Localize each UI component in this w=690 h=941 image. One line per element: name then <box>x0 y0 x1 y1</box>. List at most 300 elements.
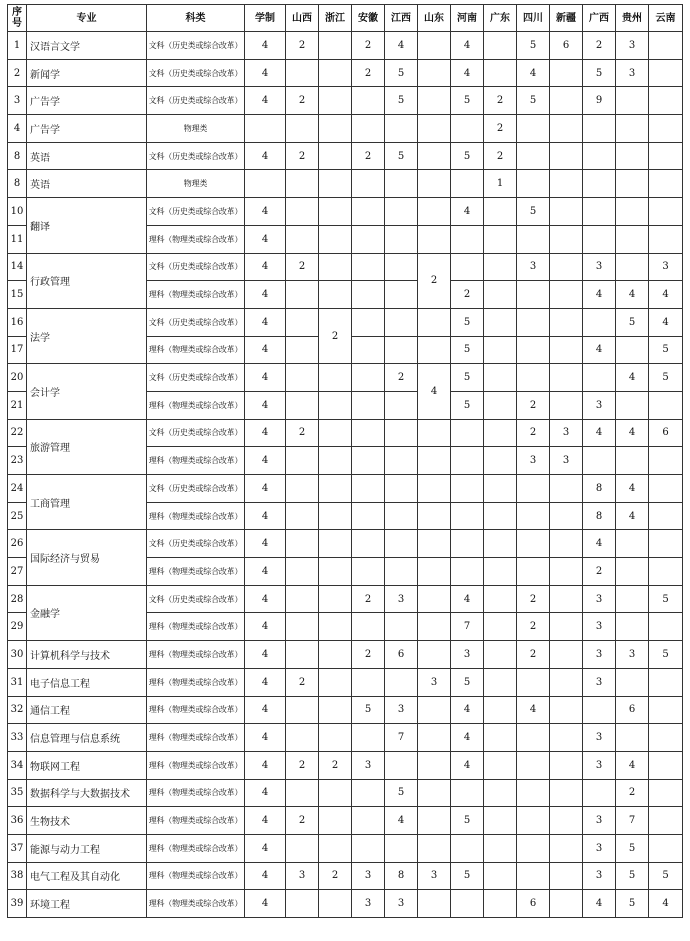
major-name: 数据科学与大数据技术 <box>27 779 147 807</box>
province-quota-cell: 4 <box>583 419 616 447</box>
province-quota-cell: 4 <box>451 696 484 724</box>
duration-cell: 4 <box>245 668 286 696</box>
province-quota-cell: 3 <box>385 696 418 724</box>
province-quota-cell <box>418 834 451 862</box>
duration-cell: 4 <box>245 308 286 336</box>
province-quota-cell <box>484 724 517 752</box>
province-quota-cell: 2 <box>517 419 550 447</box>
province-quota-cell <box>418 198 451 226</box>
category: 文科（历史类或综合改革） <box>147 87 245 115</box>
province-quota-cell <box>352 558 385 586</box>
province-quota-cell: 3 <box>517 253 550 281</box>
table-row <box>8 696 683 724</box>
row-index: 10 <box>8 198 27 226</box>
province-quota-cell <box>352 253 385 281</box>
province-quota-cell <box>352 281 385 309</box>
province-quota-cell: 4 <box>517 59 550 87</box>
province-quota-cell <box>352 807 385 835</box>
header-cell: 安徽 <box>352 5 385 32</box>
province-quota-cell <box>385 170 418 198</box>
province-quota-cell <box>352 170 385 198</box>
category: 文科（历史类或综合改革） <box>147 198 245 226</box>
province-quota-cell <box>451 502 484 530</box>
province-quota-cell <box>484 59 517 87</box>
table-row <box>8 475 683 503</box>
duration-cell: 4 <box>245 391 286 419</box>
province-quota-cell: 7 <box>385 724 418 752</box>
province-quota-cell: 4 <box>583 890 616 918</box>
province-quota-cell <box>550 530 583 558</box>
major-name: 翻译 <box>27 198 147 253</box>
province-quota-cell: 3 <box>385 585 418 613</box>
province-quota-cell <box>319 225 352 253</box>
province-quota-cell <box>583 115 616 143</box>
province-quota-cell <box>385 475 418 503</box>
major-name: 生物技术 <box>27 807 147 835</box>
major-name: 通信工程 <box>27 696 147 724</box>
province-quota-cell <box>649 59 683 87</box>
province-quota-cell: 4 <box>583 281 616 309</box>
row-index: 36 <box>8 807 27 835</box>
province-quota-cell: 5 <box>616 890 649 918</box>
province-quota-cell <box>451 530 484 558</box>
province-quota-cell <box>286 475 319 503</box>
province-quota-cell <box>583 198 616 226</box>
province-quota-cell: 7 <box>616 807 649 835</box>
province-quota-cell: 4 <box>583 336 616 364</box>
enrollment-plan-table <box>7 4 683 918</box>
province-quota-cell: 1 <box>484 170 517 198</box>
province-quota-cell: 5 <box>385 59 418 87</box>
province-quota-cell: 3 <box>616 59 649 87</box>
province-quota-cell <box>517 807 550 835</box>
table-row <box>8 419 683 447</box>
province-quota-cell: 8 <box>583 475 616 503</box>
table-row <box>8 834 683 862</box>
table-row <box>8 751 683 779</box>
province-quota-cell: 2 <box>352 32 385 60</box>
province-quota-cell <box>319 834 352 862</box>
category: 理科（物理类或综合改革） <box>147 336 245 364</box>
category: 理科（物理类或综合改革） <box>147 447 245 475</box>
province-quota-cell <box>286 696 319 724</box>
province-quota-cell <box>319 696 352 724</box>
province-quota-cell <box>550 668 583 696</box>
province-quota-cell: 2 <box>352 142 385 170</box>
province-quota-cell: 4 <box>451 751 484 779</box>
province-quota-cell <box>517 225 550 253</box>
province-quota-cell: 3 <box>583 834 616 862</box>
province-quota-cell: 2 <box>352 641 385 669</box>
row-index: 17 <box>8 336 27 364</box>
province-quota-cell <box>418 779 451 807</box>
major-name: 电子信息工程 <box>27 668 147 696</box>
province-quota-cell <box>286 115 319 143</box>
province-quota-cell: 5 <box>451 87 484 115</box>
province-quota-cell <box>484 475 517 503</box>
category: 文科（历史类或综合改革） <box>147 142 245 170</box>
province-quota-cell <box>352 779 385 807</box>
province-quota-cell <box>484 668 517 696</box>
province-quota-cell: 5 <box>451 142 484 170</box>
header-cell: 河南 <box>451 5 484 32</box>
province-quota-cell <box>517 724 550 752</box>
province-quota-cell <box>352 530 385 558</box>
province-quota-cell: 4 <box>583 530 616 558</box>
province-quota-cell: 4 <box>385 807 418 835</box>
province-quota-cell: 3 <box>583 751 616 779</box>
province-quota-cell: 6 <box>616 696 649 724</box>
province-quota-cell: 2 <box>418 253 451 308</box>
province-quota-cell <box>550 198 583 226</box>
province-quota-cell <box>286 530 319 558</box>
province-quota-cell: 4 <box>451 32 484 60</box>
major-name: 汉语言文学 <box>27 32 147 60</box>
header-cell: 新疆 <box>550 5 583 32</box>
province-quota-cell: 3 <box>418 668 451 696</box>
major-name: 广告学 <box>27 115 147 143</box>
province-quota-cell <box>418 724 451 752</box>
province-quota-cell <box>550 87 583 115</box>
province-quota-cell <box>385 751 418 779</box>
province-quota-cell: 4 <box>451 724 484 752</box>
province-quota-cell <box>583 225 616 253</box>
province-quota-cell <box>583 779 616 807</box>
major-name: 英语 <box>27 170 147 198</box>
row-index: 28 <box>8 585 27 613</box>
province-quota-cell: 4 <box>616 751 649 779</box>
duration-cell: 4 <box>245 890 286 918</box>
province-quota-cell <box>616 170 649 198</box>
province-quota-cell: 2 <box>484 115 517 143</box>
table-row <box>8 862 683 890</box>
province-quota-cell: 6 <box>385 641 418 669</box>
category: 物理类 <box>147 115 245 143</box>
table-row <box>8 724 683 752</box>
province-quota-cell: 3 <box>616 32 649 60</box>
province-quota-cell <box>649 142 683 170</box>
province-quota-cell <box>385 308 418 336</box>
province-quota-cell: 2 <box>517 613 550 641</box>
row-index: 22 <box>8 419 27 447</box>
category: 文科（历史类或综合改革） <box>147 59 245 87</box>
province-quota-cell <box>484 447 517 475</box>
province-quota-cell: 4 <box>616 475 649 503</box>
major-name: 信息管理与信息系统 <box>27 724 147 752</box>
province-quota-cell <box>286 198 319 226</box>
row-index: 37 <box>8 834 27 862</box>
province-quota-cell: 3 <box>352 890 385 918</box>
table-row <box>8 142 683 170</box>
row-index: 38 <box>8 862 27 890</box>
table-row <box>8 253 683 281</box>
header-cell: 云南 <box>649 5 683 32</box>
province-quota-cell <box>550 696 583 724</box>
row-index: 23 <box>8 447 27 475</box>
province-quota-cell <box>385 281 418 309</box>
province-quota-cell: 2 <box>286 253 319 281</box>
province-quota-cell: 3 <box>286 862 319 890</box>
province-quota-cell: 3 <box>583 253 616 281</box>
province-quota-cell <box>451 475 484 503</box>
province-quota-cell: 5 <box>616 308 649 336</box>
province-quota-cell <box>550 336 583 364</box>
province-quota-cell <box>451 890 484 918</box>
category: 理科（物理类或综合改革） <box>147 890 245 918</box>
province-quota-cell <box>583 170 616 198</box>
province-quota-cell: 4 <box>451 198 484 226</box>
province-quota-cell <box>319 59 352 87</box>
province-quota-cell: 2 <box>319 862 352 890</box>
header-row <box>8 5 683 32</box>
province-quota-cell: 2 <box>319 751 352 779</box>
duration-cell: 4 <box>245 253 286 281</box>
duration-cell: 4 <box>245 225 286 253</box>
province-quota-cell: 3 <box>583 613 616 641</box>
province-quota-cell <box>550 779 583 807</box>
duration-cell: 4 <box>245 336 286 364</box>
province-quota-cell <box>550 308 583 336</box>
province-quota-cell <box>616 585 649 613</box>
category: 文科（历史类或综合改革） <box>147 419 245 447</box>
duration-cell: 4 <box>245 779 286 807</box>
province-quota-cell <box>418 225 451 253</box>
province-quota-cell <box>451 170 484 198</box>
category: 理科（物理类或综合改革） <box>147 724 245 752</box>
duration-cell: 4 <box>245 613 286 641</box>
duration-cell: 4 <box>245 475 286 503</box>
province-quota-cell <box>418 502 451 530</box>
province-quota-cell <box>319 32 352 60</box>
province-quota-cell <box>484 502 517 530</box>
province-quota-cell: 5 <box>616 834 649 862</box>
major-name: 广告学 <box>27 87 147 115</box>
province-quota-cell: 5 <box>517 32 550 60</box>
category: 理科（物理类或综合改革） <box>147 281 245 309</box>
province-quota-cell <box>484 364 517 392</box>
province-quota-cell <box>484 281 517 309</box>
province-quota-cell <box>286 890 319 918</box>
province-quota-cell: 2 <box>583 32 616 60</box>
province-quota-cell: 7 <box>451 613 484 641</box>
row-index: 33 <box>8 724 27 752</box>
province-quota-cell <box>550 890 583 918</box>
header-cell: 浙江 <box>319 5 352 32</box>
province-quota-cell <box>649 530 683 558</box>
province-quota-cell <box>319 87 352 115</box>
table-row <box>8 308 683 336</box>
province-quota-cell <box>517 862 550 890</box>
header-cell: 贵州 <box>616 5 649 32</box>
province-quota-cell <box>517 558 550 586</box>
province-quota-cell <box>583 364 616 392</box>
province-quota-cell: 6 <box>649 419 683 447</box>
province-quota-cell <box>418 613 451 641</box>
province-quota-cell: 3 <box>352 862 385 890</box>
category: 文科（历史类或综合改革） <box>147 32 245 60</box>
duration-cell: 4 <box>245 364 286 392</box>
province-quota-cell <box>418 558 451 586</box>
province-quota-cell <box>385 198 418 226</box>
province-quota-cell: 3 <box>583 668 616 696</box>
province-quota-cell: 3 <box>649 253 683 281</box>
duration-cell <box>245 170 286 198</box>
province-quota-cell <box>319 115 352 143</box>
row-index: 27 <box>8 558 27 586</box>
category: 文科（历史类或综合改革） <box>147 585 245 613</box>
province-quota-cell: 3 <box>451 641 484 669</box>
duration-cell: 4 <box>245 142 286 170</box>
category: 文科（历史类或综合改革） <box>147 475 245 503</box>
province-quota-cell <box>319 558 352 586</box>
duration-cell: 4 <box>245 834 286 862</box>
province-quota-cell <box>517 364 550 392</box>
province-quota-cell <box>550 391 583 419</box>
province-quota-cell <box>286 834 319 862</box>
province-quota-cell <box>550 807 583 835</box>
province-quota-cell <box>649 696 683 724</box>
row-index: 1 <box>8 32 27 60</box>
category: 理科（物理类或综合改革） <box>147 558 245 586</box>
row-index: 3 <box>8 87 27 115</box>
province-quota-cell: 5 <box>451 364 484 392</box>
province-quota-cell: 2 <box>286 751 319 779</box>
province-quota-cell <box>418 32 451 60</box>
province-quota-cell: 5 <box>352 696 385 724</box>
province-quota-cell: 3 <box>550 447 583 475</box>
province-quota-cell <box>418 530 451 558</box>
province-quota-cell <box>484 890 517 918</box>
province-quota-cell <box>286 59 319 87</box>
province-quota-cell <box>286 724 319 752</box>
table-row <box>8 641 683 669</box>
province-quota-cell <box>418 641 451 669</box>
province-quota-cell <box>616 668 649 696</box>
province-quota-cell: 4 <box>418 364 451 419</box>
province-quota-cell <box>352 87 385 115</box>
province-quota-cell <box>649 724 683 752</box>
province-quota-cell <box>286 336 319 364</box>
duration-cell: 4 <box>245 751 286 779</box>
province-quota-cell <box>517 308 550 336</box>
province-quota-cell <box>484 225 517 253</box>
row-index: 31 <box>8 668 27 696</box>
province-quota-cell: 3 <box>550 419 583 447</box>
major-name: 会计学 <box>27 364 147 419</box>
province-quota-cell <box>319 585 352 613</box>
province-quota-cell <box>550 364 583 392</box>
province-quota-cell: 5 <box>451 336 484 364</box>
province-quota-cell: 3 <box>616 641 649 669</box>
province-quota-cell <box>319 530 352 558</box>
province-quota-cell <box>583 696 616 724</box>
province-quota-cell: 5 <box>451 807 484 835</box>
province-quota-cell: 2 <box>484 142 517 170</box>
header-cell: 序号 <box>8 5 27 32</box>
province-quota-cell <box>550 724 583 752</box>
row-index: 29 <box>8 613 27 641</box>
province-quota-cell <box>517 668 550 696</box>
province-quota-cell <box>517 475 550 503</box>
province-quota-cell <box>385 225 418 253</box>
province-quota-cell: 2 <box>286 142 319 170</box>
province-quota-cell <box>550 253 583 281</box>
duration-cell: 4 <box>245 530 286 558</box>
province-quota-cell <box>649 170 683 198</box>
province-quota-cell: 4 <box>616 281 649 309</box>
table-row <box>8 668 683 696</box>
row-index: 14 <box>8 253 27 281</box>
province-quota-cell <box>517 530 550 558</box>
province-quota-cell: 5 <box>583 59 616 87</box>
table-row <box>8 32 683 60</box>
province-quota-cell: 2 <box>517 585 550 613</box>
province-quota-cell <box>484 862 517 890</box>
row-index: 30 <box>8 641 27 669</box>
province-quota-cell <box>550 862 583 890</box>
province-quota-cell: 4 <box>451 59 484 87</box>
province-quota-cell <box>418 419 451 447</box>
province-quota-cell <box>517 502 550 530</box>
province-quota-cell <box>616 336 649 364</box>
province-quota-cell: 8 <box>385 862 418 890</box>
table-row <box>8 198 683 226</box>
province-quota-cell <box>385 834 418 862</box>
province-quota-cell: 6 <box>550 32 583 60</box>
row-index: 32 <box>8 696 27 724</box>
province-quota-cell <box>385 502 418 530</box>
province-quota-cell <box>418 115 451 143</box>
province-quota-cell <box>649 447 683 475</box>
province-quota-cell <box>286 502 319 530</box>
header-cell: 山西 <box>286 5 319 32</box>
header-cell: 山东 <box>418 5 451 32</box>
duration-cell: 4 <box>245 807 286 835</box>
category: 理科（物理类或综合改革） <box>147 225 245 253</box>
province-quota-cell: 2 <box>616 779 649 807</box>
province-quota-cell <box>352 724 385 752</box>
province-quota-cell <box>550 142 583 170</box>
province-quota-cell <box>649 87 683 115</box>
province-quota-cell <box>418 87 451 115</box>
province-quota-cell: 5 <box>385 142 418 170</box>
province-quota-cell <box>286 364 319 392</box>
major-name: 法学 <box>27 308 147 363</box>
province-quota-cell <box>616 87 649 115</box>
province-quota-cell <box>550 751 583 779</box>
table-row <box>8 170 683 198</box>
row-index: 11 <box>8 225 27 253</box>
province-quota-cell <box>319 419 352 447</box>
province-quota-cell <box>616 253 649 281</box>
header-cell: 专业 <box>27 5 147 32</box>
province-quota-cell <box>352 834 385 862</box>
row-index: 20 <box>8 364 27 392</box>
province-quota-cell <box>550 613 583 641</box>
province-quota-cell: 5 <box>649 862 683 890</box>
table-row <box>8 890 683 918</box>
duration-cell: 4 <box>245 502 286 530</box>
province-quota-cell <box>286 308 319 336</box>
province-quota-cell <box>385 613 418 641</box>
province-quota-cell: 5 <box>517 87 550 115</box>
header-cell: 学制 <box>245 5 286 32</box>
province-quota-cell <box>484 530 517 558</box>
major-name: 电气工程及其自动化 <box>27 862 147 890</box>
province-quota-cell <box>352 668 385 696</box>
province-quota-cell <box>550 585 583 613</box>
province-quota-cell <box>517 336 550 364</box>
